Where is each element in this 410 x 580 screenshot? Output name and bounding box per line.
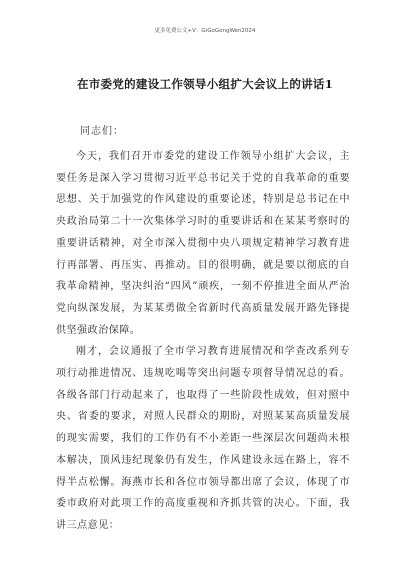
document-title: 在市委党的建设工作领导小组扩大会议上的讲话1 — [76, 77, 334, 91]
paragraph: 今天，我们召开市委党的建设工作领导小组扩大会议，主要任务是深入学习贯彻习近平总书记关于党的自我革命的重要思想、关于加强党的作风建设的重要论述，特别是总书记在中央政治局第二十一次集体学习时的重要讲话和在某某考察时的重要讲话精神，对全市深入贯彻中央八项规定精神学习教育进行再部署、再压实、再推动。目的很明确，就是要以彻底的自我革命精神，坚决纠治“四风”顽疾，一刻不停推进全面从严治党向纵深发展，为某某勇做全省新时代高质量发展开路先锋提供坚强政治保障。 — [56, 151, 350, 336]
salutation: 同志们： — [80, 126, 124, 137]
header-note: 更多免费公文+V：GiGoGongWen2024 — [154, 28, 256, 34]
paragraph: 刚才，会议通报了全市学习教育进展情况和学查改系列专项行动推进情况、违规吃喝等突出问题专项督导情况总的看。各级各部门行动起来了，也取得了一些阶段性成效，但对照中央、省委的要求，对照人民群众的期盼，对照某某高质量发展的现实需要，我们的工作仍有不小差距一些深层次问题尚未根本解决，顶风违纪现象仍有发生，作风建设永远在路上，容不得半点松懈。海燕市长和各位市领导都出席了会议，体现了市委市政府对此项工作的高度重视和齐抓共管的决心。下面，我讲三点意见： — [56, 346, 350, 531]
body-text — [56, 146, 350, 537]
